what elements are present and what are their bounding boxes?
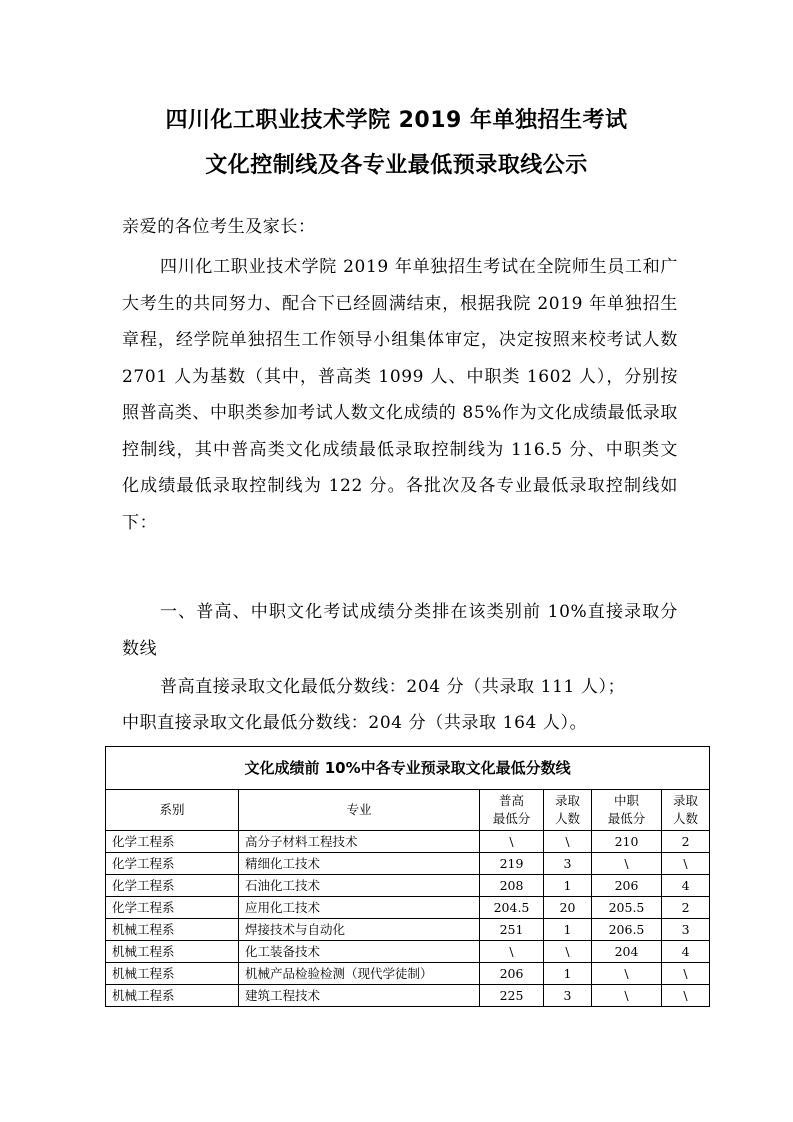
table-cell: \ (662, 853, 710, 875)
table-cell: 化学工程系 (106, 875, 239, 897)
table-cell: 225 (480, 985, 544, 1007)
table-cell: \ (592, 853, 662, 875)
table-header-cell: 中职 最低分 (592, 790, 662, 831)
table-cell: 208 (480, 875, 544, 897)
paragraph-main: 四川化工职业技术学院 2019 年单独招生考试在全院师生员工和广大考生的共同努力、配合下已经圆满结束，根据我院 2019 年单独招生章程，经学院单独招生工作领导小组集体审定，决定按照来校考试人数 2701 人为基数（其中，普高类 1099 人、中职类 1602 人），分别按照普高类、中职类参加考试人数文化成绩的 85%作为文化成绩最低录取控制线，其中普高类文化成绩最低录取控制线为 116.5 分、中职类文化成绩最低录取控制线为 122 分。各批次及各专业最低录取控制线如下： (122, 257, 678, 533)
table-cell: \ (662, 985, 710, 1007)
table-cell: \ (662, 963, 710, 985)
table-header-cell: 录取 人数 (662, 790, 710, 831)
table-header-cell: 系别 (106, 790, 239, 831)
table-cell: 1 (544, 963, 592, 985)
doc-title-line2: 文化控制线及各专业最低预录取线公示 (205, 153, 588, 178)
greeting: 亲爱的各位考生及家长： (122, 217, 316, 237)
table-cell: 机械产品检验检测（现代学徒制） (239, 963, 480, 985)
table-row (106, 875, 710, 897)
table-cell: 焊接技术与自动化 (239, 919, 480, 941)
table-cell: 1 (544, 919, 592, 941)
table-cell: \ (592, 985, 662, 1007)
table-header-cell: 普高 最低分 (480, 790, 544, 831)
table-cell: 化学工程系 (106, 853, 239, 875)
table-cell: \ (592, 963, 662, 985)
table-cell: 精细化工技术 (239, 853, 480, 875)
table-cell: 205.5 (592, 897, 662, 919)
table-cell: 机械工程系 (106, 985, 239, 1007)
table-caption: 文化成绩前 10%中各专业预录取文化最低分数线 (106, 747, 710, 790)
table-cell: 机械工程系 (106, 963, 239, 985)
table-header-row (106, 790, 710, 831)
table-row (106, 963, 710, 985)
table-cell: 建筑工程技术 (239, 985, 480, 1007)
table-cell: 3 (544, 985, 592, 1007)
table-row (106, 941, 710, 963)
table-cell: 3 (544, 853, 592, 875)
table-cell: 3 (662, 919, 710, 941)
table-cell: \ (480, 941, 544, 963)
table-cell: 石油化工技术 (239, 875, 480, 897)
table-cell: 206.5 (592, 919, 662, 941)
table-body (106, 831, 710, 1007)
table-row (106, 919, 710, 941)
doc-title-line1: 四川化工职业技术学院 2019 年单独招生考试 (165, 108, 628, 133)
table-cell: 机械工程系 (106, 919, 239, 941)
table-cell: 204.5 (480, 897, 544, 919)
table-cell: 机械工程系 (106, 941, 239, 963)
table-cell: 204 (592, 941, 662, 963)
table-cell: 化学工程系 (106, 897, 239, 919)
table-cell: 219 (480, 853, 544, 875)
table-cell: 20 (544, 897, 592, 919)
table-cell: 应用化工技术 (239, 897, 480, 919)
table-cell: 化工装备技术 (239, 941, 480, 963)
section-heading-1: 一、普高、中职文化考试成绩分类排在该类别前 10%直接录取分数线 (122, 602, 678, 659)
table-cell: 化学工程系 (106, 831, 239, 853)
table-row (106, 985, 710, 1007)
table-cell: \ (544, 831, 592, 853)
table-cell: 206 (592, 875, 662, 897)
table-cell: \ (480, 831, 544, 853)
table-cell: 高分子材料工程技术 (239, 831, 480, 853)
table-header-cell: 专业 (239, 790, 480, 831)
table-cell: 206 (480, 963, 544, 985)
score-table (105, 746, 710, 1007)
zhongzhi-score-line: 中职直接录取文化最低分数线：204 分（共录取 164 人）。 (122, 713, 588, 733)
table-cell: 4 (662, 875, 710, 897)
table-cell: \ (544, 941, 592, 963)
table-cell: 210 (592, 831, 662, 853)
table-cell: 2 (662, 897, 710, 919)
table-header-cell: 录取 人数 (544, 790, 592, 831)
puguo-score-line: 普高直接录取文化最低分数线：204 分（共录取 111 人）； (160, 677, 626, 697)
table-cell: 1 (544, 875, 592, 897)
table-row (106, 831, 710, 853)
table-cell: 2 (662, 831, 710, 853)
table-row (106, 853, 710, 875)
table-cell: 4 (662, 941, 710, 963)
table-cell: 251 (480, 919, 544, 941)
table-row (106, 897, 710, 919)
